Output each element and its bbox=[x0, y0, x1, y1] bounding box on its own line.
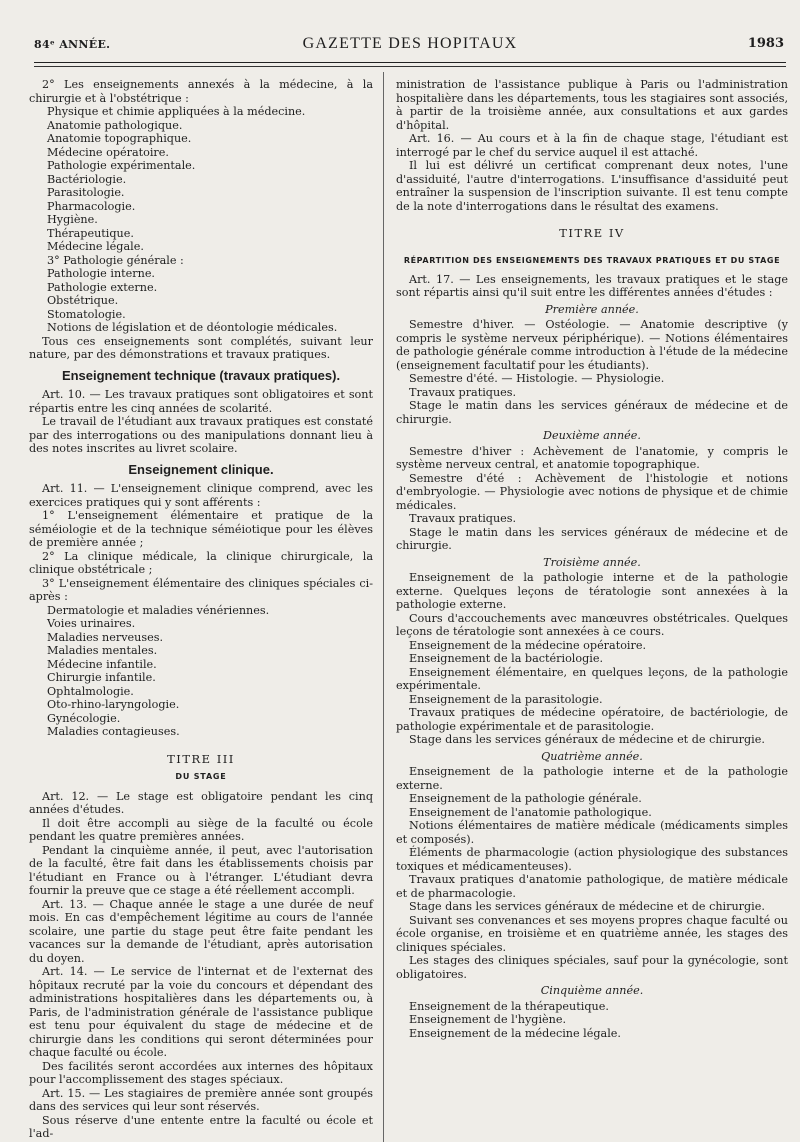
paragraph: Art. 12. — Le stage est obligatoire pendant les cinq années d'études. bbox=[29, 789, 373, 816]
paragraph: Éléments de pharmacologie (action physiologique des substances toxiques et médicamenteuses). bbox=[396, 846, 788, 873]
paragraph: Art. 15. — Les stagiaires de première année sont groupés dans des services qui leur sont réservés. bbox=[29, 1086, 373, 1113]
paragraph: Semestre d'été. — Histologie. — Physiologie. bbox=[409, 372, 665, 385]
list-item: Médecine infantile. bbox=[47, 657, 157, 671]
paragraph: Enseignement de l'hygiène. bbox=[409, 1013, 567, 1026]
list-item: Chirurgie infantile. bbox=[47, 671, 156, 684]
paragraph: Enseignement de la médecine légale. bbox=[409, 1026, 621, 1040]
paragraph: Enseignement de la pathologie interne et de la pathologie externe. bbox=[396, 765, 788, 792]
paragraph: Stage le matin dans les services généraux de médecine et de chirurgie. bbox=[396, 525, 788, 552]
paragraph: 3° L'enseignement élémentaire des cliniques spéciales ci-après : bbox=[29, 576, 373, 603]
paragraph: Enseignement de la médecine opératoire. bbox=[409, 638, 647, 652]
paragraph: Il doit être accompli au siège de la faculté ou école pendant les quatre premières années. bbox=[29, 816, 373, 843]
list-item: Maladies nerveuses. bbox=[47, 630, 164, 644]
list-item: Gynécologie. bbox=[47, 711, 121, 725]
list-item: Anatomie topographique. bbox=[47, 132, 192, 145]
year-heading: Cinquième année. bbox=[540, 984, 644, 997]
year-heading: Première année. bbox=[545, 302, 639, 316]
paragraph: Stage dans les services généraux de médecine et de chirurgie. bbox=[409, 900, 765, 913]
paragraph: Cours d'accouchements avec manœuvres obstétricales. Quelques leçons de tératologie sont annexées à ce cours. bbox=[396, 611, 788, 638]
paragraph: Travaux pratiques de médecine opératoire, de bactériologie, de pathologie expérimentale et de parasitologie. bbox=[396, 706, 788, 733]
paragraph: Art. 13. — Chaque année le stage a une durée de neuf mois. En cas d'empêchement légitime au cours de l'année scolaire, une partie du stage peut être faite pendant les vacances sur la demande de l'étudiant, après autorisation du doyen. bbox=[29, 897, 373, 965]
paragraph: Il lui est délivré un certificat comprenant deux notes, l'une d'assiduité, l'autre d'interrogations. L'insuffisance d'assiduité peut entraîner la suspension de l'inscription suivante. Il est tenu compte de la note d'interrogations dans le résultat des examens. bbox=[396, 159, 788, 213]
paragraph: Travaux pratiques d'anatomie pathologique, de matière médicale et de pharmacologie. bbox=[396, 873, 788, 900]
paragraph: Travaux pratiques. bbox=[409, 512, 517, 525]
list-item: Notions de législation et de déontologie médicales. bbox=[47, 321, 338, 334]
list-item: Bactériologie. bbox=[47, 172, 127, 186]
issue-year: 84ᵉ ANNÉE. bbox=[34, 38, 111, 51]
paragraph: Enseignement de la pathologie interne et de la pathologie externe. Quelques leçons de tératologie sont annexées à la pathologie externe. bbox=[396, 571, 788, 611]
title-heading: TITRE IV bbox=[559, 226, 625, 240]
title-heading: TITRE III bbox=[167, 751, 235, 766]
paragraph: Semestre d'hiver : Achèvement de l'anatomie, y compris le système nerveux central, et anatomie topographique. bbox=[396, 444, 788, 471]
paragraph: Enseignement de la pathologie générale. bbox=[409, 792, 642, 805]
paragraph: Le travail de l'étudiant aux travaux pratiques est constaté par des interrogations ou des manipulations donnant lieu à des notes inscrites au livret scolaire. bbox=[29, 415, 373, 455]
year-heading: Troisième année. bbox=[543, 555, 641, 569]
paragraph: Des facilités seront accordées aux internes des hôpitaux pour l'accomplissement des stages spéciaux. bbox=[29, 1059, 373, 1086]
list-item: Obstétrique. bbox=[47, 294, 119, 307]
section-heading: Enseignement technique (travaux pratiques). bbox=[61, 367, 341, 383]
list-item: Physique et chimie appliquées à la médecine. bbox=[47, 105, 306, 118]
year-heading: Deuxième année. bbox=[543, 429, 641, 442]
paragraph: 2° La clinique médicale, la clinique chirurgicale, la clinique obstétricale ; bbox=[29, 549, 373, 576]
header-rule bbox=[34, 62, 786, 63]
page-header bbox=[34, 30, 786, 60]
journal-title: GAZETTE DES HOPITAUX bbox=[302, 35, 518, 52]
paragraph: Art. 16. — Au cours et à la fin de chaque stage, l'étudiant est interrogé par le chef du service auquel il est attaché. bbox=[396, 132, 788, 159]
list-item: 3° Pathologie générale : bbox=[47, 253, 184, 267]
list-item: Pathologie interne. bbox=[47, 267, 155, 280]
list-item: Médecine opératoire. bbox=[47, 145, 169, 159]
list-item: Maladies mentales. bbox=[47, 644, 158, 657]
paragraph: Stage dans les services généraux de médecine et de chirurgie. bbox=[409, 733, 765, 746]
paragraph: Sous réserve d'une entente entre la faculté ou école et l'ad- bbox=[29, 1113, 373, 1140]
paragraph: 1° L'enseignement élémentaire et pratique de la séméiologie et de la technique séméiotique pour les élèves de première année ; bbox=[29, 509, 373, 549]
paragraph: Travaux pratiques. bbox=[409, 385, 517, 399]
title-subheading: DU STAGE bbox=[175, 772, 227, 781]
paragraph: Enseignement de la parasitologie. bbox=[409, 692, 603, 706]
paragraph: Notions élémentaires de matière médicale (médicaments simples et composés). bbox=[396, 819, 788, 846]
list-item: Hygiène. bbox=[47, 213, 98, 226]
paragraph: Tous ces enseignements sont complétés, suivant leur nature, par des démonstrations et travaux pratiques. bbox=[29, 334, 373, 361]
paragraph: Enseignement élémentaire, en quelques leçons, de la pathologie expérimentale. bbox=[396, 665, 788, 692]
paragraph: 2° Les enseignements annexés à la médecine, à la chirurgie et à l'obstétrique : bbox=[29, 78, 373, 105]
paragraph: Art. 10. — Les travaux pratiques sont obligatoires et sont répartis entre les cinq années de scolarité. bbox=[29, 388, 373, 415]
list-item: Stomatologie. bbox=[47, 307, 126, 321]
paragraph: ministration de l'assistance publique à Paris ou l'administration hospitalière dans les départements, tous les stagiaires sont associés, à partir de la troisième année, aux consultations et aux gardes d'hôpital. bbox=[396, 78, 788, 132]
paragraph: Enseignement de la bactériologie. bbox=[409, 652, 604, 665]
list-item: Ophtalmologie. bbox=[47, 684, 134, 698]
paragraph: Suivant ses convenances et ses moyens propres chaque faculté ou école organise, en troisième et en quatrième année, les stages des cliniques spéciales. bbox=[396, 913, 788, 954]
right-column bbox=[396, 78, 788, 1040]
left-column bbox=[29, 78, 373, 1141]
list-item: Maladies contagieuses. bbox=[47, 725, 180, 738]
list-item: Médecine légale. bbox=[47, 240, 144, 253]
list-item: Pharmacologie. bbox=[47, 199, 136, 213]
list-item: Pathologie externe. bbox=[47, 280, 158, 294]
page-number: 1983 bbox=[747, 36, 784, 51]
list-item: Oto-rhino-laryngologie. bbox=[47, 698, 180, 711]
paragraph: Art. 11. — L'enseignement clinique comprend, avec les exercices pratiques qui y sont afférents : bbox=[29, 482, 373, 509]
list-item: Parasitologie. bbox=[47, 186, 125, 199]
list-item: Thérapeutique. bbox=[47, 226, 134, 240]
paragraph: Semestre d'hiver. — Ostéologie. — Anatomie descriptive (y compris le système nerveux périphérique). — Notions élémentaires de pathologie générale comme introduction à l'étude de la médecine (enseignement facultatif pour les étudiants). bbox=[396, 318, 788, 372]
title-subheading: RÉPARTITION DES ENSEIGNEMENTS DES TRAVAUX PRATIQUES ET DU STAGE bbox=[403, 255, 781, 265]
paragraph: Stage le matin dans les services généraux de médecine et de chirurgie. bbox=[396, 399, 788, 426]
header-rule-thin bbox=[34, 66, 786, 67]
paragraph: Enseignement de la thérapeutique. bbox=[409, 999, 609, 1013]
paragraph: Les stages des cliniques spéciales, sauf pour la gynécologie, sont obligatoires. bbox=[396, 954, 788, 981]
year-heading: Quatrième année. bbox=[541, 749, 643, 763]
paragraph: Enseignement de l'anatomie pathologique. bbox=[409, 805, 652, 819]
list-item: Pathologie expérimentale. bbox=[47, 159, 196, 172]
column-divider bbox=[383, 72, 384, 1142]
paragraph: Art. 14. — Le service de l'internat et de l'externat des hôpitaux recruté par la voie du concours et dépendant des administrations hospitalières dans les départements ou, à Paris, de l'administration générale de l'assistance publique est tenu pour équivalent du stage de médecine et de chirurgie dans les conditions qui seront déterminées pour chaque faculté ou école. bbox=[29, 965, 373, 1059]
list-item: Anatomie pathologique. bbox=[47, 118, 183, 132]
paragraph: Semestre d'été : Achèvement de l'histologie et notions d'embryologie. — Physiologie avec notions de physique et de chimie médicales. bbox=[396, 471, 788, 512]
list-item: Dermatologie et maladies vénériennes. bbox=[47, 603, 270, 617]
section-heading: Enseignement clinique. bbox=[128, 461, 274, 477]
paragraph: Pendant la cinquième année, il peut, avec l'autorisation de la faculté, être fait dans les établissements choisis par l'étudiant en France ou à l'étranger. L'étudiant devra fournir la preuve que ce stage a été réellement accompli. bbox=[29, 843, 373, 897]
list-item: Voies urinaires. bbox=[47, 617, 136, 630]
paragraph: Art. 17. — Les enseignements, les travaux pratiques et le stage sont répartis ainsi qu'il suit entre les différentes années d'études : bbox=[396, 272, 788, 299]
